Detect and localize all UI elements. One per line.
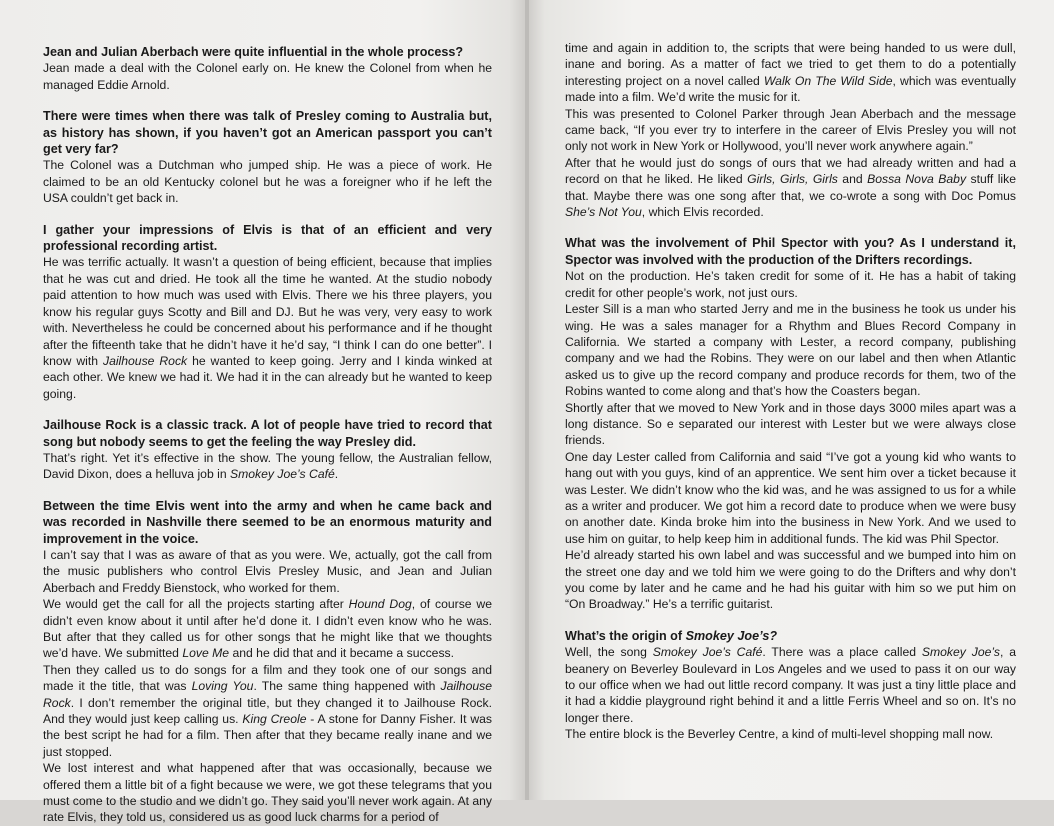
qa-block	[43, 498, 492, 826]
interview-answer: That’s right. Yet it’s effective in the show. The young fellow, the Australian fellow, David Dixon, does a helluva job in Smokey Joe’s Café.	[43, 450, 492, 482]
interview-question: Jailhouse Rock is a classic track. A lot of people have tried to record that song but nobody seems to get the feeling the way Presley did.	[43, 418, 492, 449]
interview-answer: This was presented to Colonel Parker through Jean Aberbach and the message came back, “If you ever try to interfere in the career of Elvis Presley you will not only not work in New York or Hollywood, you’ll never work anywhere again.”	[565, 106, 1016, 154]
interview-question: What’s the origin of Smokey Joe’s?	[565, 628, 778, 643]
interview-answer: The entire block is the Beverley Centre, a kind of multi-level shopping mall now.	[565, 727, 994, 742]
interview-answer: I can’t say that I was as aware of that as you were. We, actually, got the call from the music publishers who control Elvis Presley Music, and Jean and Julian Aberbach and Freddy Bienstock, who worked for them.	[43, 547, 492, 595]
interview-answer: Then they called us to do songs for a film and they took one of our songs and made it the title, that was Loving You. The same thing happened with Jailhouse Rock. I don’t remember the original title, but they changed it to Jailhouse Rock. And they would just keep calling us. King Creole - A stone for Danny Fisher. It was the best script he had for a film. Then after that they became really inane and we just stopped.	[43, 662, 493, 759]
right-page	[529, 0, 1054, 800]
interview-answer: Shortly after that we moved to New York and in those days 3000 miles apart was a long distance. So e separated our interest with Lester but we were always close friends.	[565, 400, 1016, 448]
interview-question: Between the time Elvis went into the army and when he came back and was recorded in Nashville there seemed to be an enormous maturity and improvement in the voice.	[43, 498, 492, 546]
qa-block	[43, 44, 492, 93]
interview-answer: He was terrific actually. It wasn’t a question of being efficient, because that implies that he was cut and dried. He took all the time he wanted. At the studio nobody paid attention to how much was used with Elvis. There we his three players, you know his regular guys Scotty and Bill and DJ. But he was very, very easy to work with. Nevertheless he could be concerned about his performance and if he thought after the fifteenth take that he didn’t have it he’d say, “I think I can do one better”. I know with Jailhouse Rock he wanted to keep going. Jerry and I kinda winked at each other. We knew we had it. We had it in the can already but he wanted to keep going.	[43, 255, 492, 401]
interview-answer: One day Lester called from California and said “I’ve got a young kid who wants to hang out with you guys, kind of an apprentice. We sent him over a ticket because it was Lester. We didn’t know who the kid was, and he was assigned to us for a while as a writer and producer. We got him a record date to produce when we were busy on another date. Kinda broke him into the business in New York. And we used to use him on guitar, to help keep him in additional funds. The kid was Phil Spector.	[565, 449, 1016, 546]
qa-block	[565, 628, 1016, 743]
interview-answer: Well, the song Smokey Joe’s Café. There was a place called Smokey Joe’s, a beanery on Beverley Boulevard in Los Angeles and we used to pass it on our way to our office when we had out little record company. It was just a tiny little place and it had a kiddie playground right behind it and a little Ferris Wheel and so on. It’s no longer there.	[565, 645, 1016, 725]
interview-answer: We lost interest and what happened after that was occasionally, because we offered them a little bit of a fight because we were, we got these telegrams that you must come to the studio and we didn’t go. They said you’ll never work again. At any rate Elvis, they told us, considered us as good luck charms for a period of	[43, 761, 492, 825]
qa-block	[565, 235, 1016, 612]
interview-answer: He’d already started his own label and was successful and we bumped into him on the street one day and we told him we were going to do the Drifters and why don’t you come by later and he came and he had his guitar with him so we put him on “On Broadway.” He’s a terrific guitarist.	[565, 548, 1016, 612]
interview-question: What was the involvement of Phil Spector with you? As I understand it, Spector was involved with the production of the Drifters recordings.	[565, 236, 1016, 267]
interview-question: Jean and Julian Aberbach were quite influential in the whole process?	[43, 45, 464, 59]
qa-block	[43, 222, 492, 402]
qa-block	[565, 40, 1016, 220]
left-column	[43, 44, 492, 826]
interview-answer: Jean made a deal with the Colonel early on. He knew the Colonel from when he managed Eddie Arnold.	[43, 61, 492, 92]
interview-answer: Not on the production. He’s taken credit for some of it. He has a habit of taking credit for other people’s work, not just ours.	[565, 269, 1016, 300]
interview-answer: Lester Sill is a man who started Jerry and me in the business he took us under his wing. He was a sales manager for a Rhythm and Blues Record Company in California. We started a company with Lester, a record company, publishing company and we had the Robins. They were on our label and then when Atlantic asked us to give up the record company and produce records for them, two of the Robins wanted to come along and that’s how the Coasters began.	[565, 302, 1016, 399]
right-column	[565, 40, 1016, 743]
interview-question: I gather your impressions of Elvis is that of an efficient and very professional recording artist.	[43, 222, 492, 254]
interview-answer: time and again in addition to, the scripts that were being handed to us were dull, inane and boring. As a matter of fact we tried to get them to do a potentially interesting project on a novel called Walk On The Wild Side, which was eventually made into a film. We’d write the music for it.	[565, 41, 1016, 105]
interview-question: There were times when there was talk of Presley coming to Australia but, as history has shown, if you haven’t got an American passport you can’t get very far?	[43, 109, 492, 157]
interview-answer: We would get the call for all the projects starting after Hound Dog, of course we didn’t even know about it until after he’d done it. I didn’t even know who he was. But after that they called us for other songs that he might like that we thoughts we’d have. We submitted Love Me and he did that and it became a success.	[43, 597, 492, 661]
interview-answer: The Colonel was a Dutchman who jumped ship. He was a piece of work. He claimed to be an old Kentucky colonel but he was a foreigner who if he left the USA couldn’t get back in.	[43, 158, 492, 206]
interview-answer: After that he would just do songs of ours that we had already written and had a record on that he liked. He liked Girls, Girls, Girls and Bossa Nova Baby stuff like that. Maybe there was one song after that, we co-wrote a song with Doc Pomus She’s Not You, which Elvis recorded.	[565, 155, 1017, 220]
left-page	[0, 0, 525, 825]
qa-block	[43, 108, 492, 206]
qa-block	[43, 417, 492, 483]
